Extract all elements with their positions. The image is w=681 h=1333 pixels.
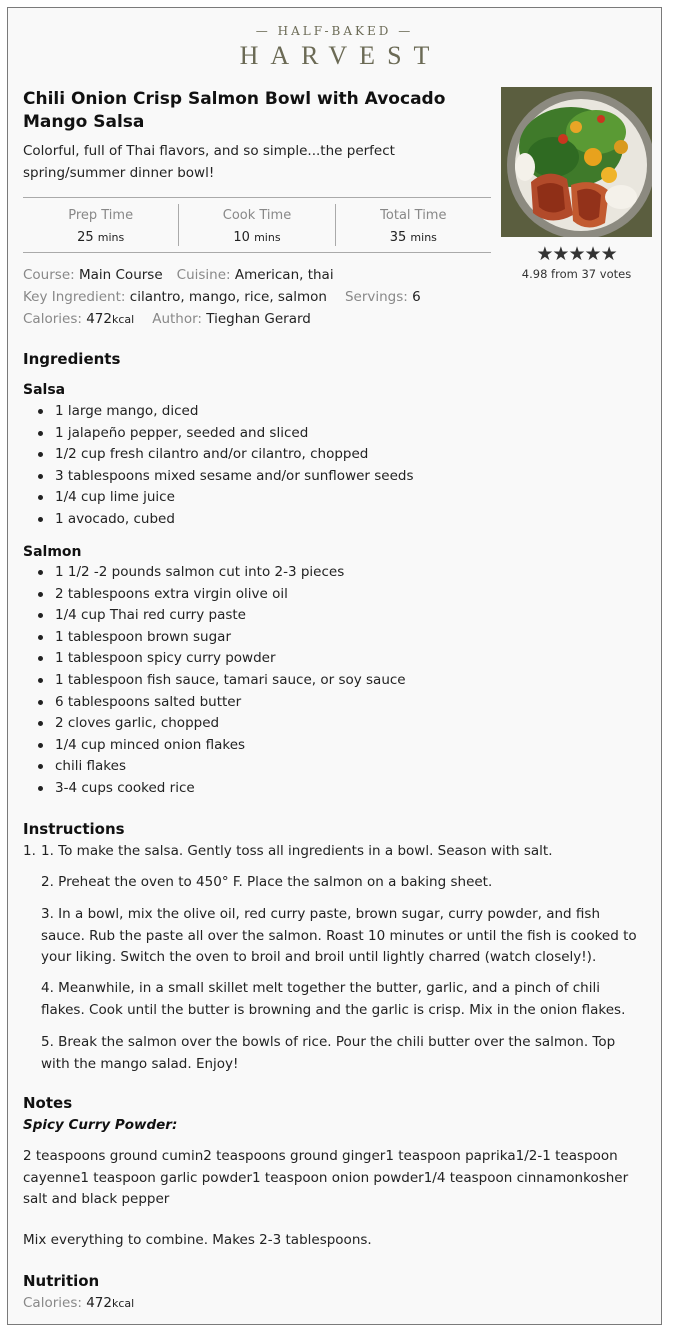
instruction-step: 5. Break the salmon over the bowls of rice. Pour the chili butter over the salmon. Top with the mango salad. Enjoy! bbox=[41, 1034, 616, 1072]
meta-course-cuisine: Course: Main Course Cuisine: American, thai bbox=[23, 267, 334, 283]
salsa-ingredient-list bbox=[38, 401, 638, 531]
salmon-heading: Salmon bbox=[23, 544, 82, 560]
instructions-heading: Instructions bbox=[23, 820, 125, 838]
notes-heading: Notes bbox=[23, 1094, 73, 1112]
recipe-times bbox=[23, 197, 491, 253]
ingredient-item: 1/4 cup Thai red curry paste bbox=[38, 605, 638, 627]
ingredients-heading: Ingredients bbox=[23, 350, 121, 368]
total-time-value: 35 mins bbox=[389, 230, 437, 245]
ingredient-item: 3 tablespoons mixed sesame and/or sunflower seeds bbox=[38, 466, 638, 488]
ingredient-item: 2 tablespoons extra virgin olive oil bbox=[38, 584, 638, 606]
prep-time-value: 25 mins bbox=[77, 230, 125, 245]
ingredient-item: 1/4 cup lime juice bbox=[38, 487, 638, 509]
servings-value: 6 bbox=[412, 289, 421, 305]
star-icon[interactable]: ★ bbox=[552, 243, 569, 265]
cook-time bbox=[178, 204, 334, 246]
recipe-summary: Colorful, full of Thai flavors, and so simple...the perfect spring/summer dinner bowl! bbox=[23, 143, 395, 181]
rating-stars[interactable] bbox=[501, 244, 652, 264]
ingredient-item: 1 avocado, cubed bbox=[38, 509, 638, 531]
instruction-step: 1. To make the salsa. Gently toss all ingredients in a bowl. Season with salt. bbox=[41, 843, 553, 859]
site-logo[interactable] bbox=[8, 23, 661, 71]
cook-time-label: Cook Time bbox=[222, 208, 292, 223]
instruction-step: 4. Meanwhile, in a small skillet melt together the butter, garlic, and a pinch of chili flakes. Cook until the butter is browning and the garlic is crisp. Mix in the onion flakes. bbox=[41, 980, 626, 1018]
ingredient-item: 1 large mango, diced bbox=[38, 401, 638, 423]
total-time bbox=[335, 204, 491, 246]
key-ingredient-value: cilantro, mango, rice, salmon bbox=[129, 289, 327, 305]
recipe-photo bbox=[501, 87, 652, 237]
logo-wordmark: HARVEST bbox=[239, 41, 442, 70]
logo-tagline: — HALF-BAKED — bbox=[255, 24, 414, 38]
meta-calories-author: Calories: 472kcal Author: Tieghan Gerard bbox=[23, 311, 311, 327]
notes-text: 2 teaspoons ground cumin2 teaspoons ground ginger1 teaspoon paprika1/2-1 teaspoon cayenne1 teaspoon garlic powder1 teaspoon onion powder1/4 teaspoon cinnamonkosher salt and black pepper bbox=[23, 1148, 629, 1207]
prep-time-label: Prep Time bbox=[68, 208, 134, 223]
star-icon[interactable]: ★ bbox=[568, 243, 585, 265]
calories-value: 472 bbox=[86, 311, 112, 327]
salmon-bowl-image bbox=[501, 87, 652, 237]
notes-text: Mix everything to combine. Makes 2-3 tablespoons. bbox=[23, 1232, 372, 1248]
instruction-step: 3. In a bowl, mix the olive oil, red curry paste, brown sugar, curry powder, and fish sauce. Rub the paste all over the salmon. Roast 10 minutes or until the fish is cooked to your liking. Switch the oven to broil and broil until lightly charred (watch closely!). bbox=[41, 906, 637, 965]
rating-votes: 4.98 from 37 votes bbox=[521, 267, 632, 281]
notes-subheading: Spicy Curry Powder: bbox=[23, 1117, 178, 1133]
recipe-card bbox=[7, 7, 662, 1325]
salmon-ingredient-list bbox=[38, 562, 638, 800]
ingredient-item: 6 tablespoons salted butter bbox=[38, 692, 638, 714]
recipe-title: Chili Onion Crisp Salmon Bowl with Avocado Mango Salsa bbox=[23, 89, 446, 132]
star-icon[interactable]: ★ bbox=[584, 243, 601, 265]
ingredient-item: 1/4 cup minced onion flakes bbox=[38, 735, 638, 757]
ingredient-item: 1 tablespoon spicy curry powder bbox=[38, 648, 638, 670]
course-value: Main Course bbox=[78, 267, 163, 283]
star-icon[interactable]: ★ bbox=[600, 243, 617, 265]
ingredient-item: 1 1/2 -2 pounds salmon cut into 2-3 pieces bbox=[38, 562, 638, 584]
cook-time-value: 10 mins bbox=[233, 230, 281, 245]
star-icon[interactable]: ★ bbox=[536, 243, 553, 265]
meta-key-servings: Key Ingredient: cilantro, mango, rice, salmon Servings: 6 bbox=[23, 289, 421, 305]
total-time-label: Total Time bbox=[380, 208, 447, 223]
ingredient-item: 3-4 cups cooked rice bbox=[38, 778, 638, 800]
salsa-heading: Salsa bbox=[23, 382, 66, 398]
cuisine-value: American, thai bbox=[234, 267, 334, 283]
prep-time bbox=[23, 198, 178, 252]
nutrition-calories: Calories: 472kcal bbox=[23, 1295, 135, 1311]
ingredient-item: 1 tablespoon brown sugar bbox=[38, 627, 638, 649]
ingredient-item: 2 cloves garlic, chopped bbox=[38, 713, 638, 735]
instruction-step: 2. Preheat the oven to 450° F. Place the salmon on a baking sheet. bbox=[41, 874, 493, 890]
instruction-list-marker: 1. bbox=[23, 843, 36, 859]
ingredient-item: chili flakes bbox=[38, 756, 638, 778]
ingredient-item: 1 jalapeño pepper, seeded and sliced bbox=[38, 423, 638, 445]
nutrition-heading: Nutrition bbox=[23, 1272, 100, 1290]
ingredient-item: 1 tablespoon fish sauce, tamari sauce, or soy sauce bbox=[38, 670, 638, 692]
author-value: Tieghan Gerard bbox=[206, 311, 311, 327]
ingredient-item: 1/2 cup fresh cilantro and/or cilantro, chopped bbox=[38, 444, 638, 466]
